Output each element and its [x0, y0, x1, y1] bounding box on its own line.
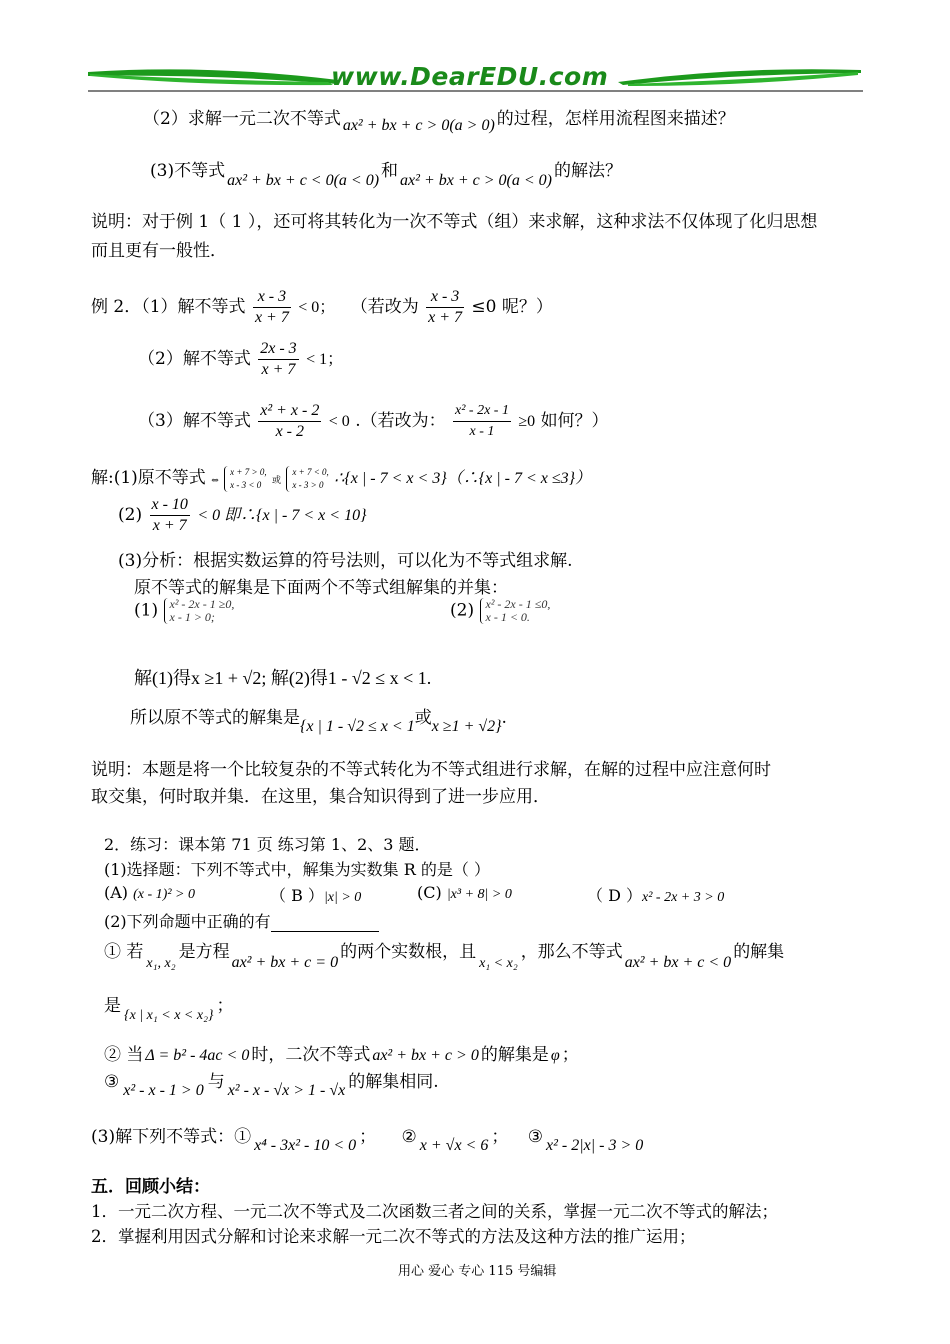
- option-b[interactable]: （ B ）|x| > 0: [270, 886, 362, 905]
- solution-3-analysis: (3)分析：根据实数运算的符号法则，可以化为不等式组求解.: [118, 551, 573, 571]
- statement-1-cont: 是 $_{\{x | x_1 < x < x_2\}}$ ；: [104, 996, 234, 1023]
- practice-solve: (3)解下列不等式：① x⁴ - 3x² - 10 < 0 ； ② x + √x < 6 ； ③ x² - 2|x| - 3 > 0: [91, 1127, 644, 1154]
- practice-true-statements: (2)下列命题中正确的有: [104, 909, 379, 932]
- site-logo-text: www.DearEDU.com: [331, 62, 609, 91]
- option-a[interactable]: (A) (x - 1)² > 0: [104, 883, 195, 902]
- solution-1: 解:(1)原不等式 ⇔ x + 7 > 0, x - 3 < 0 或 x + 7 < 0, x - 3 > 0 ∴{x | - 7 < x < 3}（∴{x | - 7 < x ≤3}）: [91, 466, 592, 490]
- note-1-line-2: 而且更有一般性．: [91, 241, 227, 261]
- statement-1: ① 若$_{x_1, x_2}$是方程ax² + bx + c = 0的两个实数根，且$_{x_1 < x_2}$，那么不等式ax² + bx + c < 0的解集: [104, 942, 785, 971]
- option-c[interactable]: (C) |x³ + 8| > 0: [417, 883, 512, 902]
- fraction: $\frac{2x - 3}{x + 7}$: [260, 340, 297, 378]
- practice-choice-question: (1)选择题：下列不等式中，解集为实数集 R 的是（ ）: [104, 860, 490, 879]
- fraction: $\frac{\text{x² - 2x - 1}}{x - 1}$: [455, 403, 509, 439]
- example-2-part-3: （3）解不等式 $\frac{\text{x² + x - 2}}{x - 2}$ < 0 .（若改为： $\frac{\text{x² - 2x - 1}}{x - 1}$ ≥0 如何？）: [138, 402, 609, 440]
- summary-title: 五．回顾小结：: [91, 1177, 210, 1197]
- fraction: $\frac{\text{x² + x - 2}}{x - 2}$: [260, 402, 320, 440]
- solution-3-conclusion: 所以原不等式的解集是{x | 1 - √2 ≤ x < 1或x ≥1 + √2}.: [130, 708, 507, 735]
- inequality-system: x + 7 < 0, x - 3 > 0: [286, 466, 328, 492]
- answer-blank[interactable]: [271, 915, 379, 932]
- example-2-part-1: 例 2．（1）解不等式 $\frac{x - 3}{x + 7}$ < 0； （若改为 $\frac{x - 3}{x + 7}$ ≤0 呢？）: [91, 288, 553, 326]
- note-2-line-1: 说明：本题是将一个比较复杂的不等式转化为不等式组进行求解，在解的过程中应注意何时: [91, 760, 771, 780]
- practice-title: 2．练习：课本第 71 页 练习第 1、2、3 题．: [104, 835, 431, 854]
- solution-2: (2) $\frac{x - 10}{x + 7}$ < 0 即∴{x | - 7 < x < 10}: [118, 496, 367, 534]
- fraction: $\frac{x - 3}{x + 7}$: [254, 288, 289, 326]
- inequality-system: x + 7 > 0, x - 3 < 0: [224, 466, 266, 492]
- inequality-system: x² - 2x - 1 ≤0, x - 1 < 0.: [480, 598, 551, 624]
- option-d[interactable]: （ D ）x² - 2x + 3 > 0: [587, 886, 725, 905]
- note-2-line-2: 取交集，何时取并集．在这里，集合知识得到了进一步应用．: [91, 787, 550, 807]
- fraction: $\frac{x - 10}{x + 7}$: [151, 496, 188, 534]
- statement-3: ③ x² - x - 1 > 0 与 x² - x - √x > 1 - √x 的解集相同.: [104, 1072, 439, 1099]
- statement-2: ② 当 Δ = b² - 4ac < 0 时，二次不等式 ax² + bx + c > 0 的解集是 φ ；: [104, 1045, 579, 1065]
- system-2: (2) x² - 2x - 1 ≤0, x - 1 < 0.: [450, 597, 551, 624]
- summary-point-1: 1．一元二次方程、一元二次不等式及二次函数三者之间的关系，掌握一元二次不等式的解法；: [91, 1202, 778, 1221]
- example-2-part-2: （2）解不等式 $\frac{2x - 3}{x + 7}$ < 1；: [138, 340, 344, 378]
- fraction: $\frac{x - 3}{x + 7}$: [428, 288, 463, 326]
- header-banner: [88, 58, 863, 98]
- question-2: （2）求解一元二次不等式 ax² + bx + c > 0(a > 0) 的过程，怎样用流程图来描述？: [143, 109, 735, 134]
- solution-3-union-note: 原不等式的解集是下面两个不等式组解集的并集：: [134, 578, 508, 598]
- page-footer: 用心 爱心 专心 115 号编辑: [398, 1264, 557, 1279]
- solution-3-results: 解(1)得x ≥1 + √2; 解(2)得1 - √2 ≤ x < 1.: [134, 668, 432, 688]
- note-1-line-1: 说明：对于例 1（ 1 ），还可将其转化为一次不等式（组）来求解，这种求法不仅体现了化归思想: [91, 212, 818, 232]
- system-1: (1) x² - 2x - 1 ≥0, x - 1 > 0;: [134, 597, 235, 624]
- summary-point-2: 2．掌握利用因式分解和讨论来求解一元二次不等式的方法及这种方法的推广运用；: [91, 1227, 696, 1246]
- inequality-system: x² - 2x - 1 ≥0, x - 1 > 0;: [164, 598, 235, 624]
- question-3: (3)不等式 ax² + bx + c < 0(a < 0) 和 ax² + bx + c > 0(a < 0) 的解法？: [150, 161, 622, 189]
